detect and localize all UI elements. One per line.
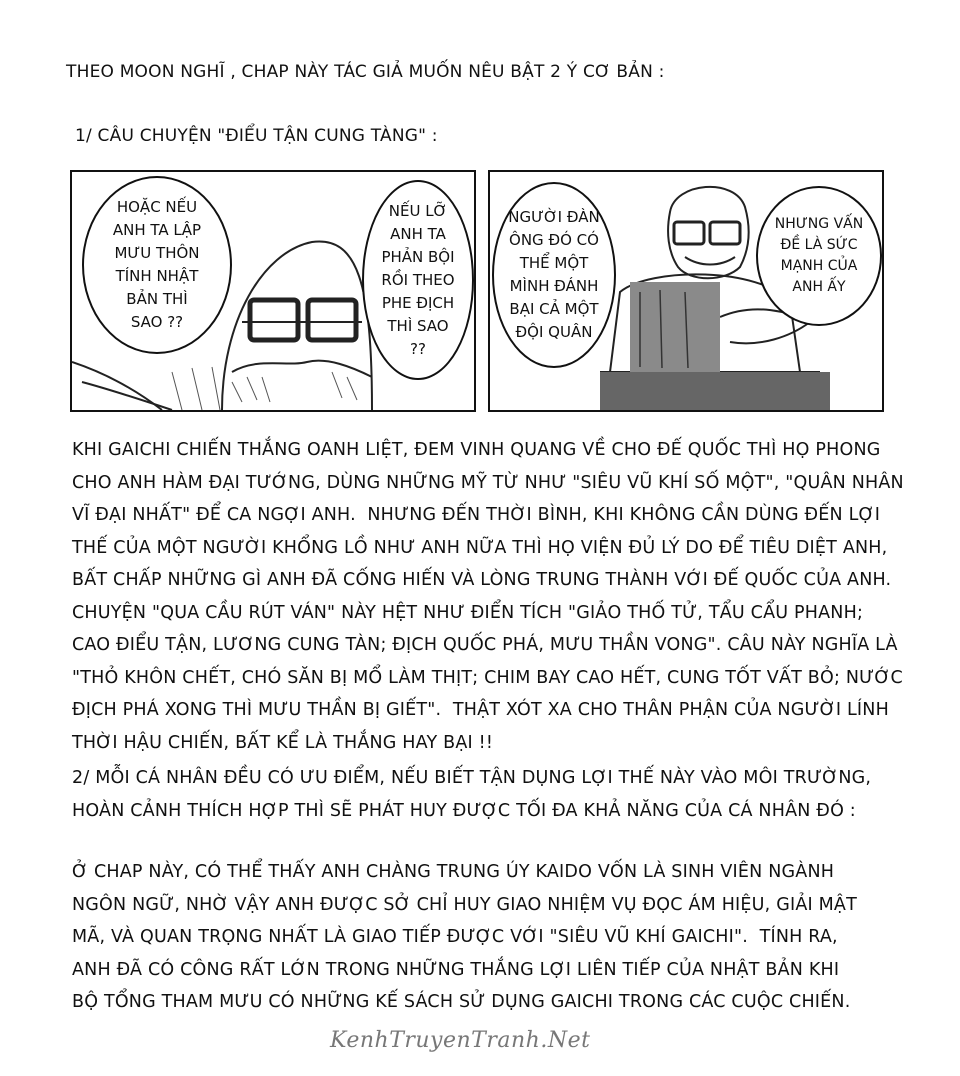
- paragraph-3: Ở CHAP NÀY, CÓ THỂ THẤY ANH CHÀNG TRUNG ÚY KAIDO VỐN LÀ SINH VIÊN NGÀNH NGÔN NGỮ, NHỜ VẬY ANH ĐƯỢC SỞ CHỈ HUY GIAO NHIỆM VỤ ĐỌC ÁM HIỆU, GIẢI MẬT MÃ, VÀ QUAN TRỌNG NHẤT LÀ GIAO TIẾP ĐƯỢC VỚI "SIÊU VŨ KHÍ GAICHI". TÍNH RA, ANH ĐÃ CÓ CÔNG RẤT LỚN TRONG NHỮNG THẮNG LỢI LIÊN TIẾP CỦA NHẬT BẢN KHI BỘ TỔNG THAM MƯU CÓ NHỮNG KẾ SÁCH SỬ DỤNG GAICHI TRONG CÁC CUỘC CHIẾN.: [72, 862, 857, 1012]
- watermark: KenhTruyenTranh.Net: [330, 1028, 591, 1053]
- speech-bubble: NẾU LỠ ANH TA PHẢN BỘI RỒI THEO PHE ĐỊCH THÌ SAO ??: [362, 180, 474, 380]
- paragraph-2: 2/ MỖI CÁ NHÂN ĐỀU CÓ ƯU ĐIỂM, NẾU BIẾT TẬN DỤNG LỢI THẾ NÀY VÀO MÔI TRƯỜNG, HOÀN CẢNH THÍCH HỢP THÌ SẼ PHÁT HUY ĐƯỢC TỐI ĐA KHẢ NĂNG CỦA CÁ NHÂN ĐÓ :: [72, 768, 872, 821]
- comic-panel-right: [488, 170, 884, 412]
- section1-heading: 1/ CÂU CHUYỆN "ĐIỂU TẬN CUNG TÀNG" :: [75, 126, 438, 146]
- intro-text: THEO MOON NGHĨ , CHAP NÀY TÁC GIẢ MUỐN NÊU BẬT 2 Ý CƠ BẢN :: [66, 62, 665, 82]
- paragraph-1: KHI GAICHI CHIẾN THẮNG OANH LIỆT, ĐEM VINH QUANG VỀ CHO ĐẾ QUỐC THÌ HỌ PHONG CHO ANH HÀM ĐẠI TƯỚNG, DÙNG NHỮNG MỸ TỪ NHƯ "SIÊU VŨ KHÍ SỐ MỘT", "QUÂN NHÂN VĨ ĐẠI NHẤT" ĐỂ CA NGỢI ANH. NHƯNG ĐẾN THỜI BÌNH, KHI KHÔNG CẦN DÙNG ĐẾN LỢI THẾ CỦA MỘT NGƯỜI KHỔNG LỒ NHƯ ANH NỮA THÌ HỌ VIỆN ĐỦ LÝ DO ĐỂ TIÊU DIỆT ANH, BẤT CHẤP NHỮNG GÌ ANH ĐÃ CỐNG HIẾN VÀ LÒNG TRUNG THÀNH VỚI ĐẾ QUỐC CỦA ANH. CHUYỆN "QUA CẦU RÚT VÁN" NÀY HỆT NHƯ ĐIỂN TÍCH "GIẢO THỐ TỬ, TẨU CẨU PHANH; CAO ĐIỂU TẬN, LƯƠNG CUNG TÀN; ĐỊCH QUỐC PHÁ, MƯU THẦN VONG". CÂU NÀY NGHĨA LÀ "THỎ KHÔN CHẾT, CHÓ SĂN BỊ MỔ LÀM THỊT; CHIM BAY CAO HẾT, CUNG TỐT VẤT BỎ; NƯỚC ĐỊCH PHÁ XONG THÌ MƯU THẦN BỊ GIẾT". THẬT XÓT XA CHO THÂN PHẬN CỦA NGƯỜI LÍNH THỜI HẬU CHIẾN, BẤT KỂ LÀ THẮNG HAY BẠI !!: [72, 440, 904, 753]
- speech-bubble: NHƯNG VẤN ĐỀ LÀ SỨC MẠNH CỦA ANH ẤY: [756, 186, 882, 326]
- comic-panel-left: [70, 170, 476, 412]
- speech-bubble: HOẶC NẾU ANH TA LẬP MƯU THÔN TÍNH NHẬT BẢN THÌ SAO ??: [82, 176, 232, 354]
- speech-bubble: NGƯỜI ĐÀN ÔNG ĐÓ CÓ THỂ MỘT MÌNH ĐÁNH BẠI CẢ MỘT ĐỘI QUÂN: [492, 182, 616, 368]
